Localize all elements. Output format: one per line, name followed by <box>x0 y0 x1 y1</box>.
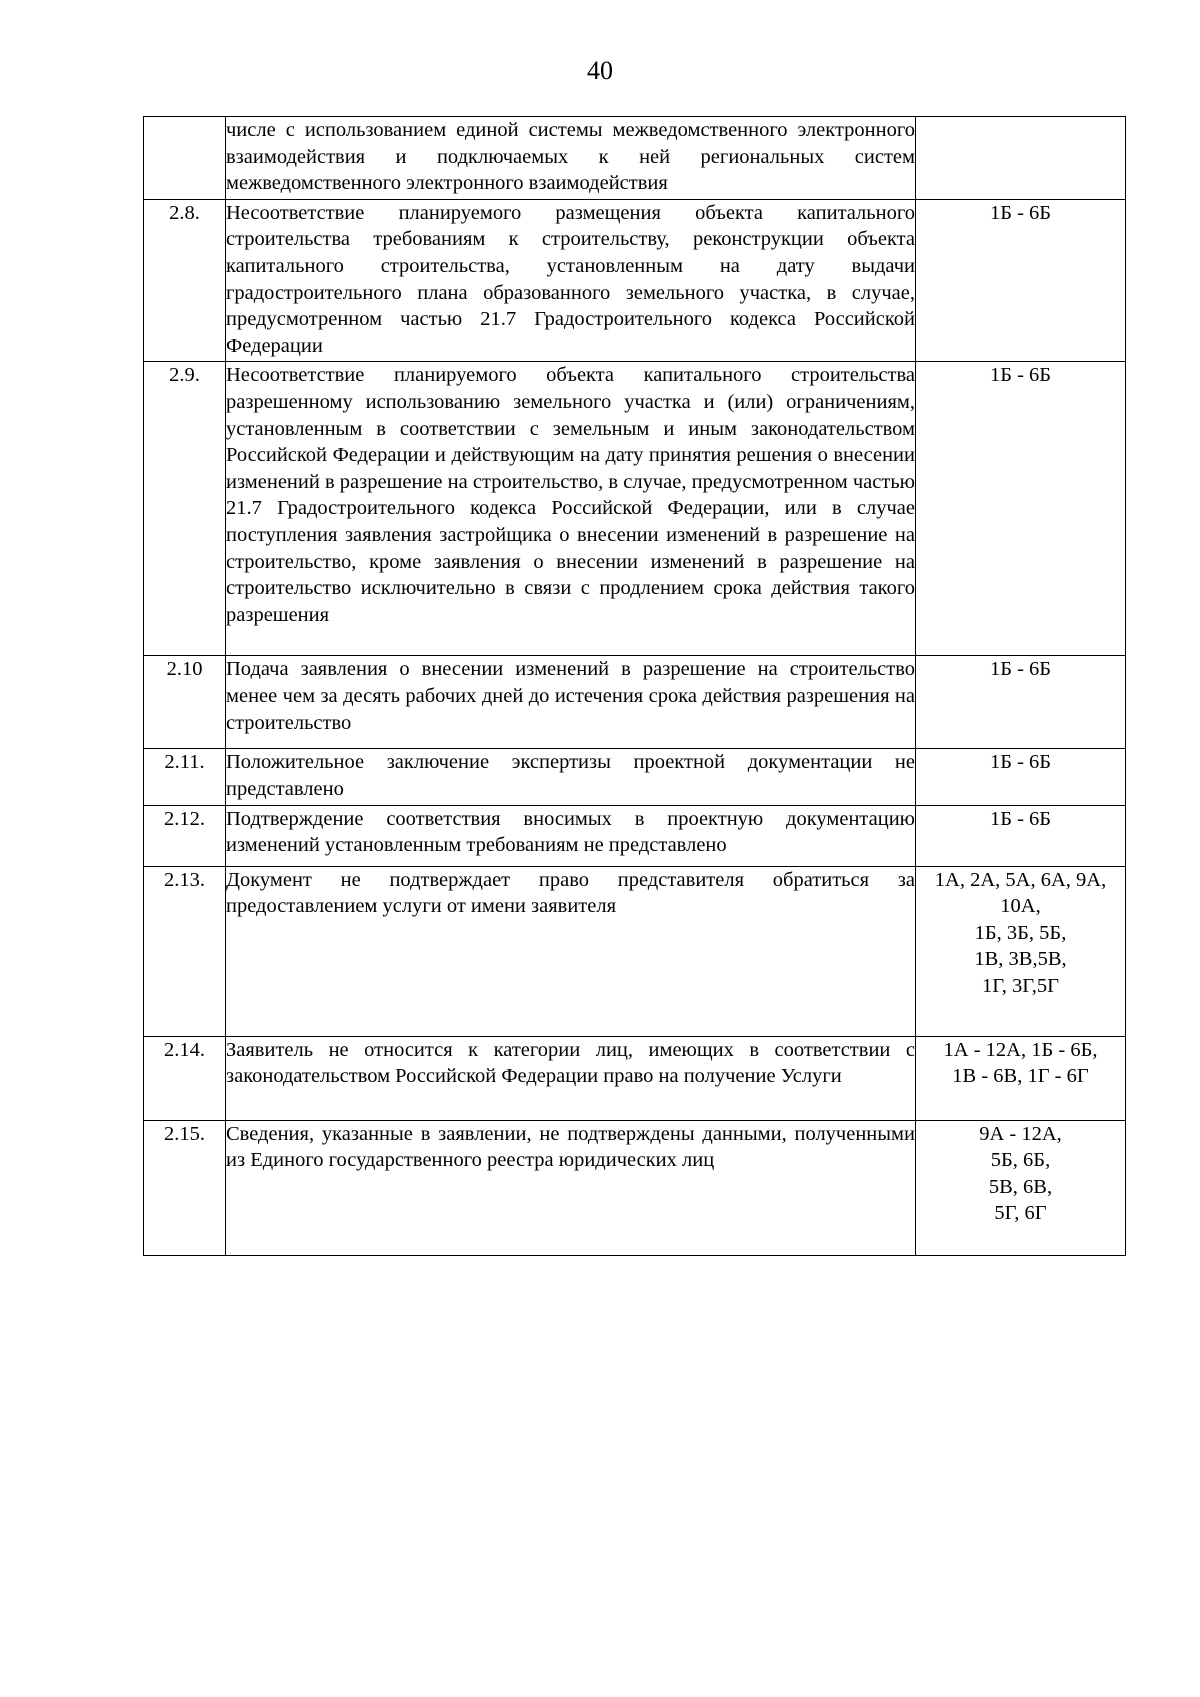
page-number: 40 <box>587 56 613 85</box>
refusal-grounds-table <box>143 116 1126 1256</box>
row-text: числе с использованием единой системы межведомственного электронного взаимодействия и подключаемых к ней региональных систем межведомственного электронного взаимодействия <box>226 117 916 200</box>
category-line: 1Б - 6Б <box>989 751 1052 774</box>
category-line: 9А - 12А, <box>979 1122 1062 1145</box>
table-row <box>144 805 1126 866</box>
row-categories <box>916 866 1126 1036</box>
table-row <box>144 117 1126 200</box>
row-categories <box>916 805 1126 866</box>
row-number: 2.15. <box>144 1120 226 1255</box>
category-line: 5Г, 6Г <box>994 1202 1047 1225</box>
row-text: Сведения, указанные в заявлении, не подтверждены данными, полученными из Единого государственного реестра юридических лиц <box>226 1120 916 1255</box>
category-line: 1В - 6В, 1Г - 6Г <box>952 1065 1089 1088</box>
category-line: 1А, 2А, 5А, 6А, 9А, <box>934 868 1107 891</box>
row-text: Несоответствие планируемого размещения объекта капитального строительства требованиям к строительству, реконструкции объекта капитального строительства, установленным на дату выдачи градостроительного плана образованного земельного участка, в случае, предусмотренном частью 21.7 Градостроительного кодекса Российской Федерации <box>226 199 916 362</box>
row-text: Подтверждение соответствия вносимых в проектную документацию изменений установленным требованиям не представлено <box>226 805 916 866</box>
row-number: 2.8. <box>144 199 226 362</box>
category-line: 10А, <box>1000 895 1041 918</box>
row-text: Документ не подтверждает право представителя обратиться за предоставлением услуги от имени заявителя <box>226 866 916 1036</box>
row-categories <box>916 1036 1126 1120</box>
row-text: Положительное заключение экспертизы проектной документации не представлено <box>226 749 916 805</box>
row-categories <box>916 362 1126 656</box>
category-line: 1Б, 3Б, 5Б, <box>974 921 1067 944</box>
row-categories <box>916 199 1126 362</box>
table-row <box>144 656 1126 749</box>
row-number: 2.11. <box>144 749 226 805</box>
row-number <box>144 117 226 200</box>
row-number: 2.12. <box>144 805 226 866</box>
row-categories <box>916 749 1126 805</box>
row-number: 2.10 <box>144 656 226 749</box>
table-row <box>144 199 1126 362</box>
category-line: 1Б - 6Б <box>989 658 1052 681</box>
category-line: 1Б - 6Б <box>989 807 1052 830</box>
category-line: 1А - 12А, 1Б - 6Б, <box>943 1038 1098 1061</box>
category-line: 5В, 6В, <box>988 1175 1053 1198</box>
row-categories <box>916 1120 1126 1255</box>
row-text: Несоответствие планируемого объекта капитального строительства разрешенному использованию земельного участка и (или) ограничениям, установленным в соответствии с земельным и иным законодательством Российской Федерации и действующим на дату принятия решения о внесении изменений в разрешение на строительство, в случае, предусмотренном частью 21.7 Градостроительного кодекса Российской Федерации, или в случае поступления заявления застройщика о внесении изменений в разрешение на строительство, кроме заявления о внесении изменений в разрешение на строительство исключительно в связи с продлением срока действия такого разрешения <box>226 362 916 656</box>
table-row <box>144 1036 1126 1120</box>
row-text: Подача заявления о внесении изменений в разрешение на строительство менее чем за десять рабочих дней до истечения срока действия разрешения на строительство <box>226 656 916 749</box>
row-categories <box>916 656 1126 749</box>
category-line: 1В, 3В,5В, <box>974 948 1067 971</box>
table-row <box>144 866 1126 1036</box>
category-line: 1Г, 3Г,5Г <box>981 974 1060 997</box>
category-line: 5Б, 6Б, <box>990 1149 1051 1172</box>
row-number: 2.14. <box>144 1036 226 1120</box>
row-text: Заявитель не относится к категории лиц, имеющих в соответствии с законодательством Российской Федерации право на получение Услуги <box>226 1036 916 1120</box>
category-line: 1Б - 6Б <box>989 364 1052 387</box>
table-row <box>144 1120 1126 1255</box>
category-line: 1Б - 6Б <box>989 201 1052 224</box>
table-row <box>144 749 1126 805</box>
row-number: 2.9. <box>144 362 226 656</box>
row-number: 2.13. <box>144 866 226 1036</box>
row-categories <box>916 117 1126 200</box>
table-row <box>144 362 1126 656</box>
